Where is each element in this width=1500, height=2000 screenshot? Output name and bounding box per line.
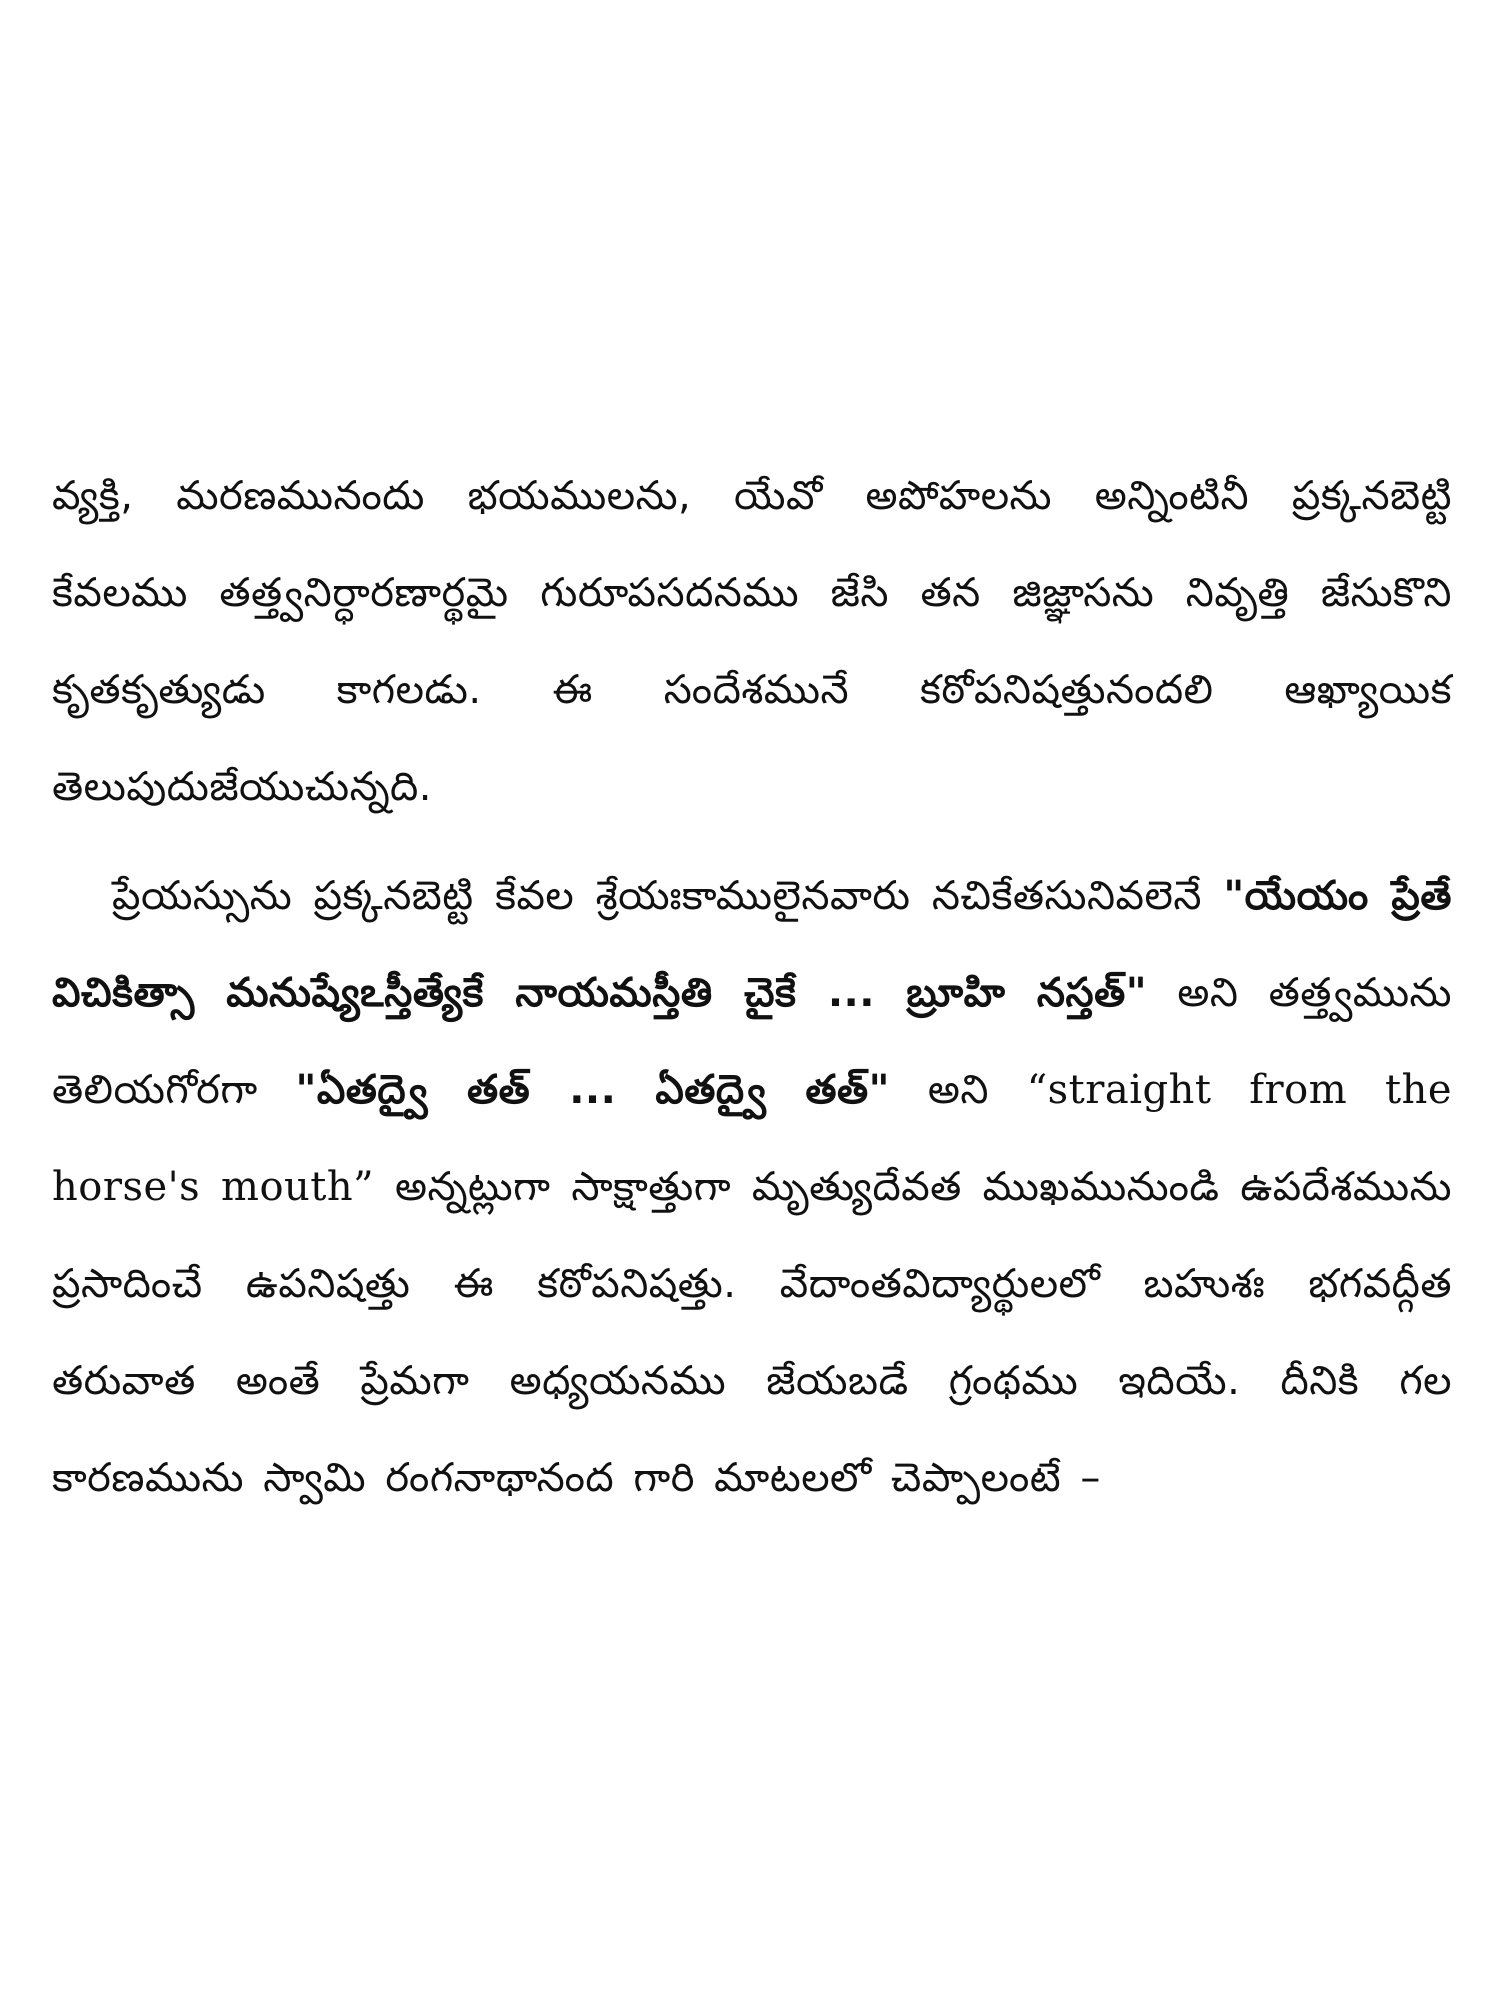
paragraph-2-connector-1: అని తత్త్వమును తెలియగోరగా: [52, 970, 1452, 1113]
paragraph-2-connector-2: అని: [890, 1067, 1027, 1113]
paragraph-2: [52, 848, 1452, 1527]
english-phrase: “straight from the horse's mouth”: [52, 1067, 1452, 1210]
sanskrit-quote-2: "ఏతద్వై తత్ ... ఏతద్వై తత్": [295, 1067, 891, 1113]
paragraph-2-intro: ప్రేయస్సును ప్రక్కనబెట్టి కేవల శ్రేయఃకాములైనవారు నచికేతసునివలెనే: [112, 873, 1224, 919]
paragraph-1: వ్యక్తి, మరణమునందు భయములను, యేవో అపోహలను అన్నింటినీ ప్రక్కనబెట్టి కేవలము తత్త్వనిర్ధారణార్థమై గురూపసదనము జేసి తన జిజ్ఞాసను నివృత్తి జేసుకొని కృతకృత్యుడు కాగలడు. ఈ సందేశమునే కఠోపనిషత్తునందలి ఆఖ్యాయిక తెలుపుదుజేయుచున్నది.: [52, 473, 1452, 810]
paragraph-2-body: అన్నట్లుగా సాక్షాత్తుగా మృత్యుదేవత ముఖమునుండి ఉపదేశమును ప్రసాదించే ఉపనిషత్తు ఈ కఠోపనిషత్తు. వేదాంతవిద్యార్థులలో బహుశః భగవద్గీత తరువాత అంతే ప్రేమగా అధ్యయనము జేయబడే గ్రంథము ఇదియే. దీనికి గల కారణమును స్వామి రంగనాథానంద గారి మాటలలో చెప్పాలంటే –: [52, 1164, 1452, 1501]
document-page: [52, 448, 1452, 1527]
sanskrit-quote-1: "యేయం ప్రేతే విచికిత్సా మనుష్యేఽస్తీత్యేకే నాయమస్తీతి చైకే ... బ్రూహి నస్తత్": [52, 873, 1452, 1016]
